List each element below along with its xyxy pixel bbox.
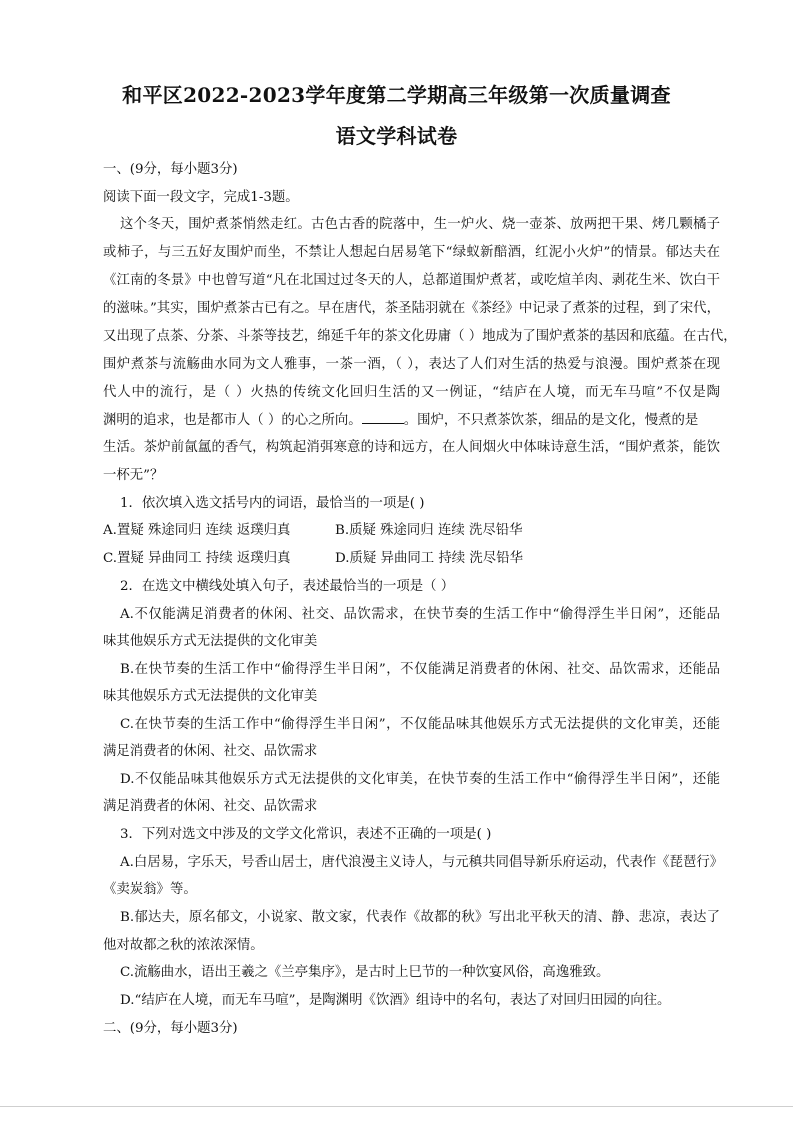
question-2-option-a-cont: 味其他娱乐方式无法提供的文化审美	[103, 634, 318, 649]
passage-line: 一杯无”？	[103, 468, 164, 483]
passage-line: 或柿子，与三五好友围炉而坐，不禁让人想起白居易笔下“绿蚁新醅酒，红泥小火炉”的情景。郁达夫在	[103, 245, 720, 260]
exam-subtitle: 语文学科试卷	[335, 124, 458, 148]
reading-instruction: 阅读下面一段文字，完成1-3题。	[103, 190, 299, 205]
question-2-option-c-cont: 满足消费者的休闲、社交、品饮需求	[103, 744, 318, 759]
passage-line: 又出现了点茶、分茶、斗茶等技艺，绵延千年的茶文化毋庸（ ）地成为了围炉煮茶的基因和底蕴。在古代，	[103, 329, 737, 344]
question-2-option-c: C.在快节奏的生活工作中“偷得浮生半日闲”，不仅能品味其他娱乐方式无法提供的文化审美，还能	[120, 717, 720, 732]
passage-line: 这个冬天，围炉煮茶悄然走红。古色古香的院落中，生一炉火、烧一壶茶、放两把干果、烤几颗橘子	[120, 217, 720, 232]
question-3-stem: 3．下列对选文中涉及的文学文化常识，表述不正确的一项是( )	[120, 827, 492, 842]
question-3-option-a-cont: 《卖炭翁》等。	[103, 882, 197, 897]
question-3-option-b: B.郁达夫，原名郁文，小说家、散文家，代表作《故都的秋》写出北平秋天的清、静、悲凉，表达了	[120, 910, 720, 925]
exam-title: 和平区2022-2023学年度第二学期高三年级第一次质量调查	[122, 83, 671, 107]
passage-line: 代人中的流行，是（ ）火热的传统文化回归生活的又一例证，“结庐在人境，而无车马喧”不仅是陶	[103, 385, 720, 400]
passage-line-end: 。围炉，不只煮茶饮茶，细品的是文化，慢煮的是	[403, 413, 699, 428]
page-bottom-divider	[0, 1106, 793, 1107]
question-1-option-a: A.置疑 殊途同归 连续 返璞归真	[103, 523, 291, 538]
question-1-stem: 1．依次填入选文括号内的词语，最恰当的一项是( )	[120, 496, 425, 511]
question-1-option-c: C.置疑 异曲同工 持续 返璞归真	[103, 551, 291, 566]
passage-line	[103, 411, 698, 430]
question-2-stem: 2．在选文中横线处填入句子，表述最恰当的一项是（ ）	[120, 579, 455, 594]
question-2-option-d: D.不仅能品味其他娱乐方式无法提供的文化审美，在快节奏的生活工作中“偷得浮生半日闲”，还能	[120, 772, 720, 787]
question-1-option-b: B.质疑 殊途同归 连续 洗尽铅华	[335, 523, 523, 538]
passage-line-start: 渊明的追求，也是都市人（ ）的心之所向。	[103, 413, 362, 428]
section-two-heading: 二、(9分，每小题3分)	[103, 1021, 238, 1036]
question-3-option-b-cont: 他对故都之秋的浓浓深情。	[103, 938, 264, 953]
question-2-option-b-cont: 味其他娱乐方式无法提供的文化审美	[103, 689, 318, 704]
question-2-option-b: B.在快节奏的生活工作中“偷得浮生半日闲”，不仅能满足消费者的休闲、社交、品饮需求，还能品	[120, 662, 720, 677]
question-2-option-a: A.不仅能满足消费者的休闲、社交、品饮需求，在快节奏的生活工作中“偷得浮生半日闲”，还能品	[120, 607, 720, 622]
question-3-option-c: C.流觞曲水，语出王羲之《兰亭集序》，是古时上巳节的一种饮宴风俗，高逸雅致。	[120, 965, 610, 980]
passage-line: 生活。茶炉前氤氲的香气，构筑起消弭寒意的诗和远方，在人间烟火中体味诗意生活，“围炉煮茶，能饮	[103, 440, 720, 455]
passage-line: 的滋味。”其实，围炉煮茶古已有之。早在唐代，茶圣陆羽就在《茶经》中记录了煮茶的过程，到了宋代，	[103, 301, 720, 316]
question-2-option-d-cont: 满足消费者的休闲、社交、品饮需求	[103, 799, 318, 814]
question-3-option-a: A.白居易，字乐天，号香山居士，唐代浪漫主义诗人，与元稹共同倡导新乐府运动，代表作《琵琶行》	[120, 855, 724, 870]
passage-line: 围炉煮茶与流觞曲水同为文人雅事，一茶一酒，（ ），表达了人们对生活的热爱与浪漫。围炉煮茶在现	[103, 357, 720, 372]
question-1-option-d: D.质疑 异曲同工 持续 洗尽铅华	[335, 551, 523, 566]
fill-in-blank	[362, 411, 404, 424]
question-3-option-d: D.“结庐在人境，而无车马喧”，是陶渊明《饮酒》组诗中的名句，表达了对回归田园的向往。	[120, 993, 671, 1008]
section-one-heading: 一、(9分，每小题3分)	[103, 162, 238, 177]
passage-line: 《江南的冬景》中也曾写道“凡在北国过过冬天的人，总都道围炉煮茗，或吃煊羊肉、剥花生米、饮白干	[103, 273, 720, 288]
